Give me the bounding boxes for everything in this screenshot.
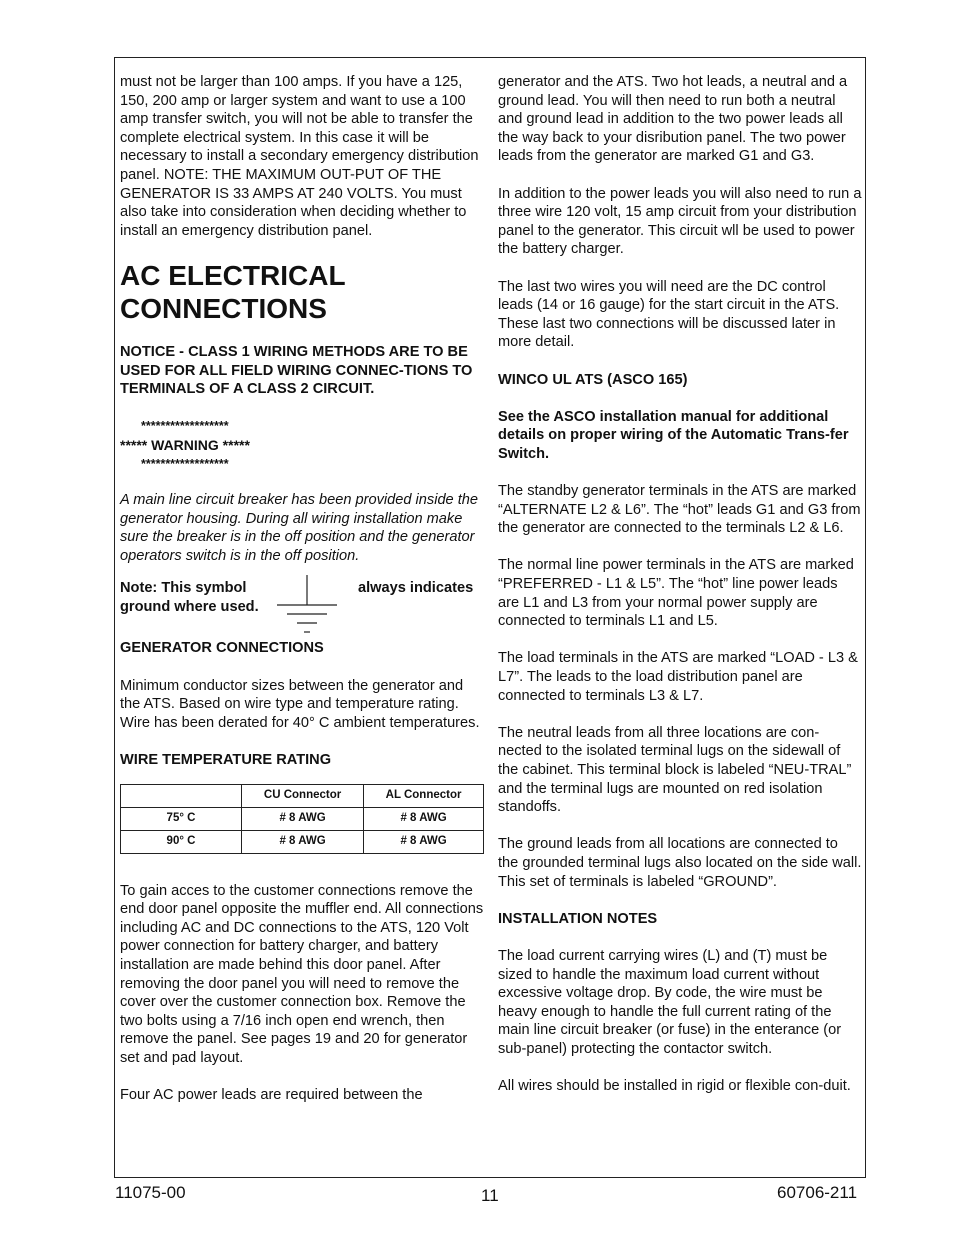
table-header-cell: AL Connector <box>364 784 484 807</box>
footer-part-number: 60706-211 <box>777 1183 858 1202</box>
heading-line-1: AC ELECTRICAL <box>120 259 346 291</box>
conduit-paragraph: All wires should be installed in rigid or flexible con-duit. <box>498 1078 851 1095</box>
wire-sizing-paragraph: The load current carrying wires (L) and (T) must be sized to handle the maximum load current without excessive voltage drop. By code, the wire must be heavy enough to handle the full current rating of the main line circuit breaker (or fuse) in the enterance (or sub-panel) protecting the contactor switch. <box>498 947 842 1057</box>
warning-label: ***** WARNING ***** <box>120 436 250 453</box>
table-cell: # 8 AWG <box>364 830 484 853</box>
load-terminals-paragraph: The load terminals in the ATS are marked “LOAD - L3 & L7”. The leads to the load distribution panel are connected to terminals L3 & L7. <box>498 650 858 704</box>
generator-connections-title: GENERATOR CONNECTIONS <box>120 640 324 657</box>
neutral-leads-paragraph: The neutral leads from all three locations are con-nected to the isolated terminal lugs on the sidewall of the cabinet. This terminal block is labeled “NEU-TRAL” and the terminal lugs are mounted on red isolation standoffs. <box>498 724 852 816</box>
alternate-terminals-paragraph: The standby generator terminals in the ATS are marked “ALTERNATE L2 & L6”. The “hot” leads G1 and G3 from the generator are connected to the terminals L2 & L6. <box>498 483 861 537</box>
section-heading <box>120 259 484 325</box>
wire-temperature-title: WIRE TEMPERATURE RATING <box>120 752 332 769</box>
symbol-note-right: always indicates <box>358 580 474 597</box>
access-instructions: To gain acces to the customer connections remove the end door panel opposite the muffler end. All connections including AC and DC connections to the ATS, 120 Volt power connection for battery charger, and battery installation are made behind this door panel. After removing the door panel you will need to remove the cover over the customer connection box. Remove the two bolts using a 7/16 inch open end wrench, then remove the panel. See pages 19 and 20 for generator set and pad layout. <box>120 882 484 1066</box>
heading-line-2: CONNECTIONS <box>120 292 327 324</box>
table-row <box>121 807 484 830</box>
four-leads-text: Four AC power leads are required between the <box>120 1087 423 1104</box>
dc-control-paragraph: The last two wires you will need are the DC control leads (14 or 16 gauge) for the start circuit in the ATS. These last two connections will be discussed later in more detail. <box>498 278 840 351</box>
table-header-row <box>121 784 484 807</box>
stars-bottom: ****************** <box>141 456 229 471</box>
table-cell: # 8 AWG <box>242 830 364 853</box>
right-column <box>498 73 862 1114</box>
generator-connections-text: Minimum conductor sizes between the generator and the ATS. Based on wire type and temperature rating. Wire has been derated for 40° C ambient temperatures. <box>120 677 480 731</box>
left-column <box>120 73 484 1123</box>
table-row <box>121 830 484 853</box>
asco-manual-note: See the ASCO installation manual for additional details on proper wiring of the Automatic Trans-fer Switch. <box>498 408 849 462</box>
ground-symbol-note <box>120 575 484 635</box>
wire-temperature-table <box>120 784 484 854</box>
preferred-terminals-paragraph: The normal line power terminals in the ATS are marked “PREFERRED - L1 & L5”. The “hot” line power leads are L1 and L3 from your normal power supply are connected to terminals L1 and L5. <box>498 557 854 630</box>
installation-notes-title: INSTALLATION NOTES <box>498 910 658 927</box>
charger-circuit-paragraph: In addition to the power leads you will also need to run a three wire 120 volt, 15 amp circuit from your distribution panel to the generator. This circuit wll be used to power the battery charger. <box>498 185 862 258</box>
winco-ats-title: WINCO UL ATS (ASCO 165) <box>498 371 688 388</box>
table-cell: # 8 AWG <box>364 807 484 830</box>
class-notice: NOTICE - CLASS 1 WIRING METHODS ARE TO BE USED FOR ALL FIELD WIRING CONNEC-TIONS TO TERMINALS OF A CLASS 2 CIRCUIT. <box>120 343 473 398</box>
stars-top: ****************** <box>141 419 229 434</box>
table-cell: # 8 AWG <box>242 807 364 830</box>
footer-doc-number: 11075-00 <box>115 1183 186 1202</box>
table-cell: 75° C <box>121 807 242 830</box>
table-header-cell: CU Connector <box>242 784 364 807</box>
ground-symbol-icon <box>275 575 339 635</box>
symbol-note-left: Note: This symbol ground where used. <box>120 580 259 616</box>
intro-paragraph: must not be larger than 100 amps. If you have a 125, 150, 200 amp or larger system and want to use a 100 amp transfer switch, you will not be able to transfer the complete electrical system. In this case it will be necessary to install a secondary emergency distribution panel. NOTE: THE MAXIMUM OUT-PUT OF THE GENERATOR IS 33 AMPS AT 240 VOLTS. You must also take into consideration when deciding whether to install an emergency distribution panel. <box>120 74 479 239</box>
breaker-warning: A main line circuit breaker has been provided inside the generator housing. During all wiring installation make sure the breaker is in the off position and the generator operators switch is in the off position. <box>120 492 479 564</box>
leads-paragraph: generator and the ATS. Two hot leads, a neutral and a ground lead. You will then need to run both a neutral and ground lead in addition to the two power leads all the way back to your disribution panel. The two power leads from the generator are marked G1 and G3. <box>498 74 848 165</box>
table-header-cell <box>121 784 242 807</box>
ground-leads-paragraph: The ground leads from all locations are connected to the grounded terminal lugs also located on the side wall. This set of terminals is labeled “GROUND”. <box>498 836 862 890</box>
footer-page-number: 11 <box>481 1186 499 1205</box>
table-cell: 90° C <box>121 830 242 853</box>
